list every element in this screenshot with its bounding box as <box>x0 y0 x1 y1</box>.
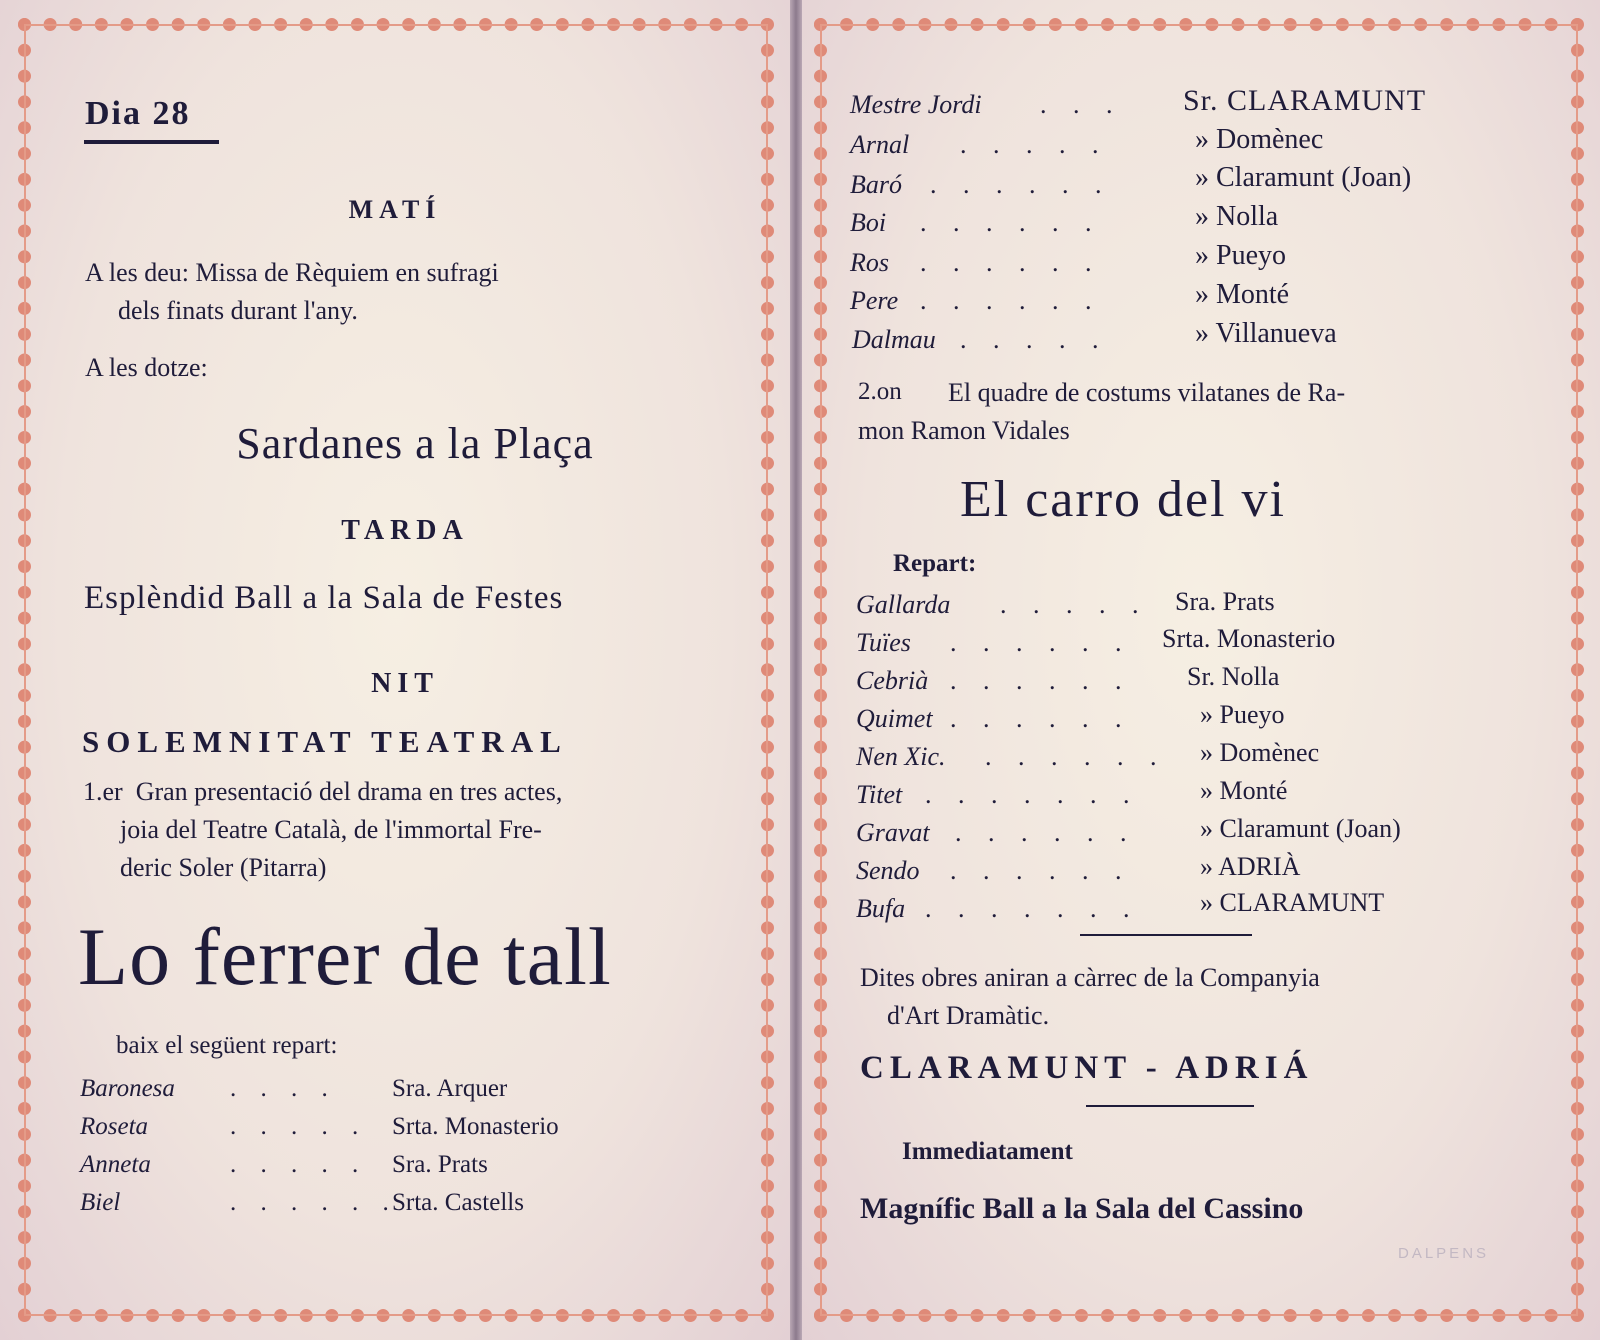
cast-role: Pere <box>850 286 899 315</box>
cast-actor: » Villanueva <box>1195 318 1337 349</box>
cast-actor: » Claramunt (Joan) <box>1195 162 1412 193</box>
morning-heading: MATÍ <box>348 195 442 224</box>
noon-line: A les dotze: <box>85 353 208 382</box>
cast-actor: Sr. Nolla <box>1187 662 1280 691</box>
cast-role: Gravat <box>856 818 930 847</box>
cast-actor: » CLARAMUNT <box>1200 888 1385 917</box>
cast-leader: . . . . . <box>230 1151 368 1178</box>
cast-role: Baronesa <box>80 1075 175 1102</box>
item-1-line1 <box>83 777 562 807</box>
cast-leader: . . . . . . <box>955 818 1137 847</box>
afternoon-event: Esplèndid Ball a la Sala de Festes <box>84 580 564 616</box>
cast-leader: . . . . . . <box>950 856 1132 885</box>
item-1-text: Gran presentació del drama en tres actes, <box>135 777 563 806</box>
cast-leader: . . . . . . <box>920 248 1102 277</box>
cast-role: Cebrià <box>856 666 929 695</box>
cast-role: Anneta <box>80 1151 151 1178</box>
play-title-carro: El carro del vi <box>960 471 1286 528</box>
cast-actor: » Monté <box>1195 279 1290 310</box>
final-event: Magnífic Ball a la Sala del Cassino <box>860 1192 1304 1225</box>
cast-leader: . . . . . <box>230 1113 368 1140</box>
cast-actor: » Pueyo <box>1195 240 1286 271</box>
cast-role: Quimet <box>856 704 933 733</box>
afternoon-heading: TARDA <box>341 515 469 546</box>
cast-role: Bufa <box>856 894 906 923</box>
cast-role: Nen Xic. <box>856 742 946 771</box>
closing-line1: Dites obres aniran a càrrec de la Companyia <box>860 963 1320 992</box>
cast-role: Baró <box>850 170 902 199</box>
day-underline <box>84 140 219 144</box>
cast-leader: . . . . . . <box>930 170 1112 199</box>
company-name: CLARAMUNT - ADRIÁ <box>860 1050 1314 1086</box>
cast-leader: . . . . . <box>960 130 1109 159</box>
cast-actor: Sra. Prats <box>1175 587 1275 616</box>
item-2-number: 2.on <box>858 378 902 405</box>
cast-role: Tuïes <box>856 628 911 657</box>
left-page <box>0 0 790 1340</box>
cast-actor: » Monté <box>1200 776 1288 805</box>
cast-role: Titet <box>856 780 903 809</box>
cast-leader: . . . . . . <box>985 742 1167 771</box>
cast-intro: baix el següent repart: <box>116 1032 338 1059</box>
cast-actor: » Nolla <box>1195 201 1279 232</box>
cast-leader: . . . <box>1040 90 1123 119</box>
cast-actor: Srta. Monasterio <box>392 1113 559 1140</box>
cast-leader: . . . . . . <box>950 628 1132 657</box>
sardanes-title: Sardanes a la Plaça <box>236 419 594 468</box>
theatre-heading: SOLEMNITAT TEATRAL <box>82 724 568 759</box>
cast-leader: . . . . . <box>1000 590 1149 619</box>
cast-leader: . . . . <box>230 1075 337 1102</box>
cast-role: Dalmau <box>852 325 936 354</box>
night-heading: NIT <box>371 668 439 699</box>
cast-role: Roseta <box>80 1113 149 1140</box>
cast-leader: . . . . . . <box>920 286 1102 315</box>
cast-actor: Srta. Monasterio <box>1162 624 1336 653</box>
item-1-number: 1.er <box>83 777 123 806</box>
section-divider <box>1086 1105 1254 1107</box>
cast-role: Gallarda <box>856 590 951 619</box>
cast-label: Repart: <box>893 550 977 577</box>
cast-actor: » Pueyo <box>1200 700 1285 729</box>
cast-leader: . . . . . . <box>950 666 1132 695</box>
mass-line-cont: dels finats durant l'any. <box>118 296 358 325</box>
cast-role: Biel <box>80 1189 121 1216</box>
cast-role: Ros <box>850 248 889 277</box>
cast-role: Sendo <box>856 856 920 885</box>
cast-leader: . . . . . . <box>950 704 1132 733</box>
cast-leader: . . . . . . <box>230 1189 398 1216</box>
book-gutter <box>790 0 802 1340</box>
cast-actor: Sra. Arquer <box>392 1075 508 1102</box>
closing-line2: d'Art Dramàtic. <box>887 1001 1050 1030</box>
play-title-ferrer: Lo ferrer de tall <box>78 911 612 1002</box>
cast-role: Mestre Jordi <box>850 90 982 119</box>
watermark: DALPENS <box>1398 1245 1490 1262</box>
immediately-label: Immediatament <box>902 1138 1073 1165</box>
cast-leader: . . . . . <box>960 325 1109 354</box>
item-1-line3: deric Soler (Pitarra) <box>120 853 327 882</box>
cast-actor: » Domènec <box>1200 738 1320 767</box>
cast-actor: » ADRIÀ <box>1200 852 1301 881</box>
cast-role: Boi <box>850 208 887 237</box>
cast-actor: Srta. Castells <box>392 1189 524 1216</box>
day-heading: Dia 28 <box>85 95 191 132</box>
section-divider <box>1080 934 1252 936</box>
cast-leader: . . . . . . . <box>925 894 1140 923</box>
cast-actor: Sr. CLARAMUNT <box>1183 84 1427 117</box>
item-2-line2: mon Ramon Vidales <box>858 416 1070 445</box>
item-2-line1: El quadre de costums vilatanes de Ra- <box>948 378 1346 407</box>
cast-role: Arnal <box>850 130 910 159</box>
cast-actor: » Claramunt (Joan) <box>1200 814 1401 843</box>
cast-leader: . . . . . . . <box>925 780 1140 809</box>
cast-leader: . . . . . . <box>920 208 1102 237</box>
cast-actor: » Domènec <box>1195 124 1324 155</box>
mass-line: A les deu: Missa de Rèquiem en sufragi <box>85 258 499 287</box>
cast-actor: Sra. Prats <box>392 1151 488 1178</box>
item-1-line2: joia del Teatre Català, de l'immortal Fre- <box>120 815 542 844</box>
